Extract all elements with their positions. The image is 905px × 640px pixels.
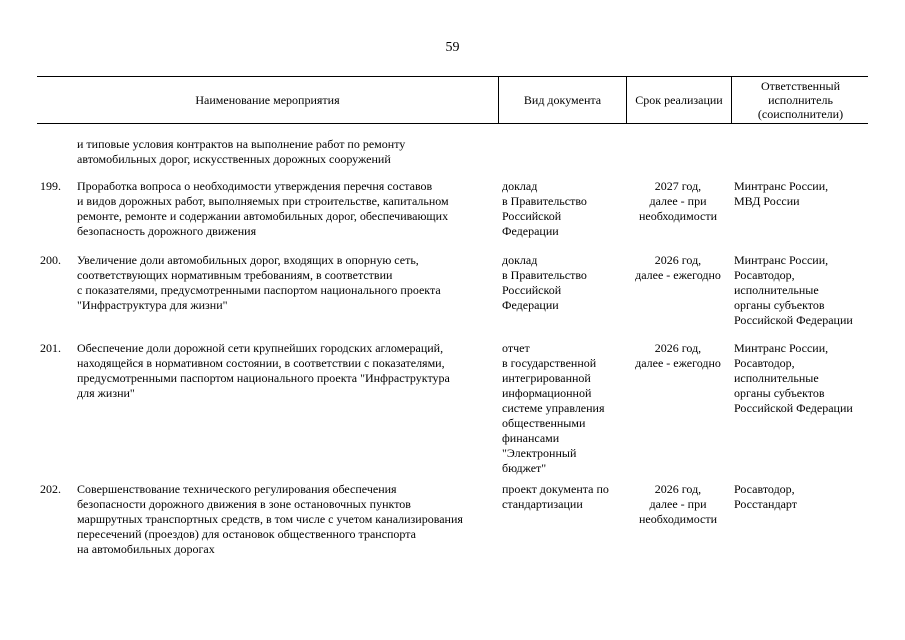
- row-term: 2026 год, далее - при необходимости: [638, 482, 717, 526]
- continuation-text: и типовые условия контрактов на выполнение работ по ремонту автомобильных дорог, искусственных дорожных сооружений: [77, 137, 406, 166]
- row-resp: Минтранс России, МВД России: [734, 179, 829, 208]
- row-term: 2027 год, далее - при необходимости: [638, 179, 717, 223]
- header-doc-label: Вид документа: [523, 93, 602, 107]
- row-doc: отчет в государственной интегрированной информационной системе управления общественными финансами "Электронный бюджет": [502, 341, 605, 475]
- row-resp: Росавтодор, Росстандарт: [734, 482, 797, 511]
- row-name: Совершенствование технического регулирования обеспечения безопасности дорожного движения в зоне остановочных пунктов маршрутных транспортных средств, в том числе с учетом канализирования пересечений (проездов) для остановок общественного транспорта на автомобильных дорогах: [77, 482, 463, 556]
- row-resp: Минтранс России, Росавтодор, исполнительные органы субъектов Российской Федерации: [734, 253, 853, 327]
- header-resp: [731, 77, 869, 123]
- header-term-label: Срок реализации: [635, 93, 723, 107]
- header-term: [626, 77, 731, 123]
- measures-table: [37, 76, 868, 556]
- table-row: [37, 341, 868, 476]
- header-resp-label: Ответственный исполнитель (соисполнители): [757, 79, 844, 121]
- row-name: Проработка вопроса о необходимости утверждения перечня составов и видов дорожных работ, выполняемых при строительстве, капитальном ремонте, ремонте и содержании автомобильных дорог, обеспечивающих безопасность дорожного движения: [77, 179, 449, 238]
- table-row: [37, 179, 868, 239]
- row-doc: доклад в Правительство Российской Федерации: [502, 179, 587, 238]
- row-term: 2026 год, далее - ежегодно: [635, 253, 721, 282]
- row-doc: доклад в Правительство Российской Федерации: [502, 253, 587, 312]
- row-number: 199.: [40, 179, 61, 193]
- page-number: 59: [445, 40, 460, 55]
- row-term: 2026 год, далее - ежегодно: [635, 341, 721, 370]
- header-name: [37, 77, 498, 123]
- header-name-label: Наименование мероприятия: [195, 93, 340, 107]
- row-name: Увеличение доли автомобильных дорог, входящих в опорную сеть, соответствующих нормативным требованиям, в соответствии с показателями, предусмотренными паспортом национального проекта "Инфраструктура для жизни": [77, 253, 441, 312]
- header-doc: [498, 77, 626, 123]
- row-number: 201.: [40, 341, 61, 355]
- row-number: 202.: [40, 482, 61, 496]
- continuation-row: [37, 137, 868, 167]
- table-row: [37, 482, 868, 557]
- row-resp: Минтранс России, Росавтодор, исполнительные органы субъектов Российской Федерации: [734, 341, 853, 415]
- row-doc: проект документа по стандартизации: [502, 482, 609, 511]
- table-row: [37, 253, 868, 328]
- row-name: Обеспечение доли дорожной сети крупнейших городских агломераций, находящейся в нормативном состоянии, в соответствии с показателями, предусмотренными паспортом национального проекта "Инфраструктура для жизни": [77, 341, 450, 400]
- table-header: [37, 76, 868, 124]
- row-number: 200.: [40, 253, 61, 267]
